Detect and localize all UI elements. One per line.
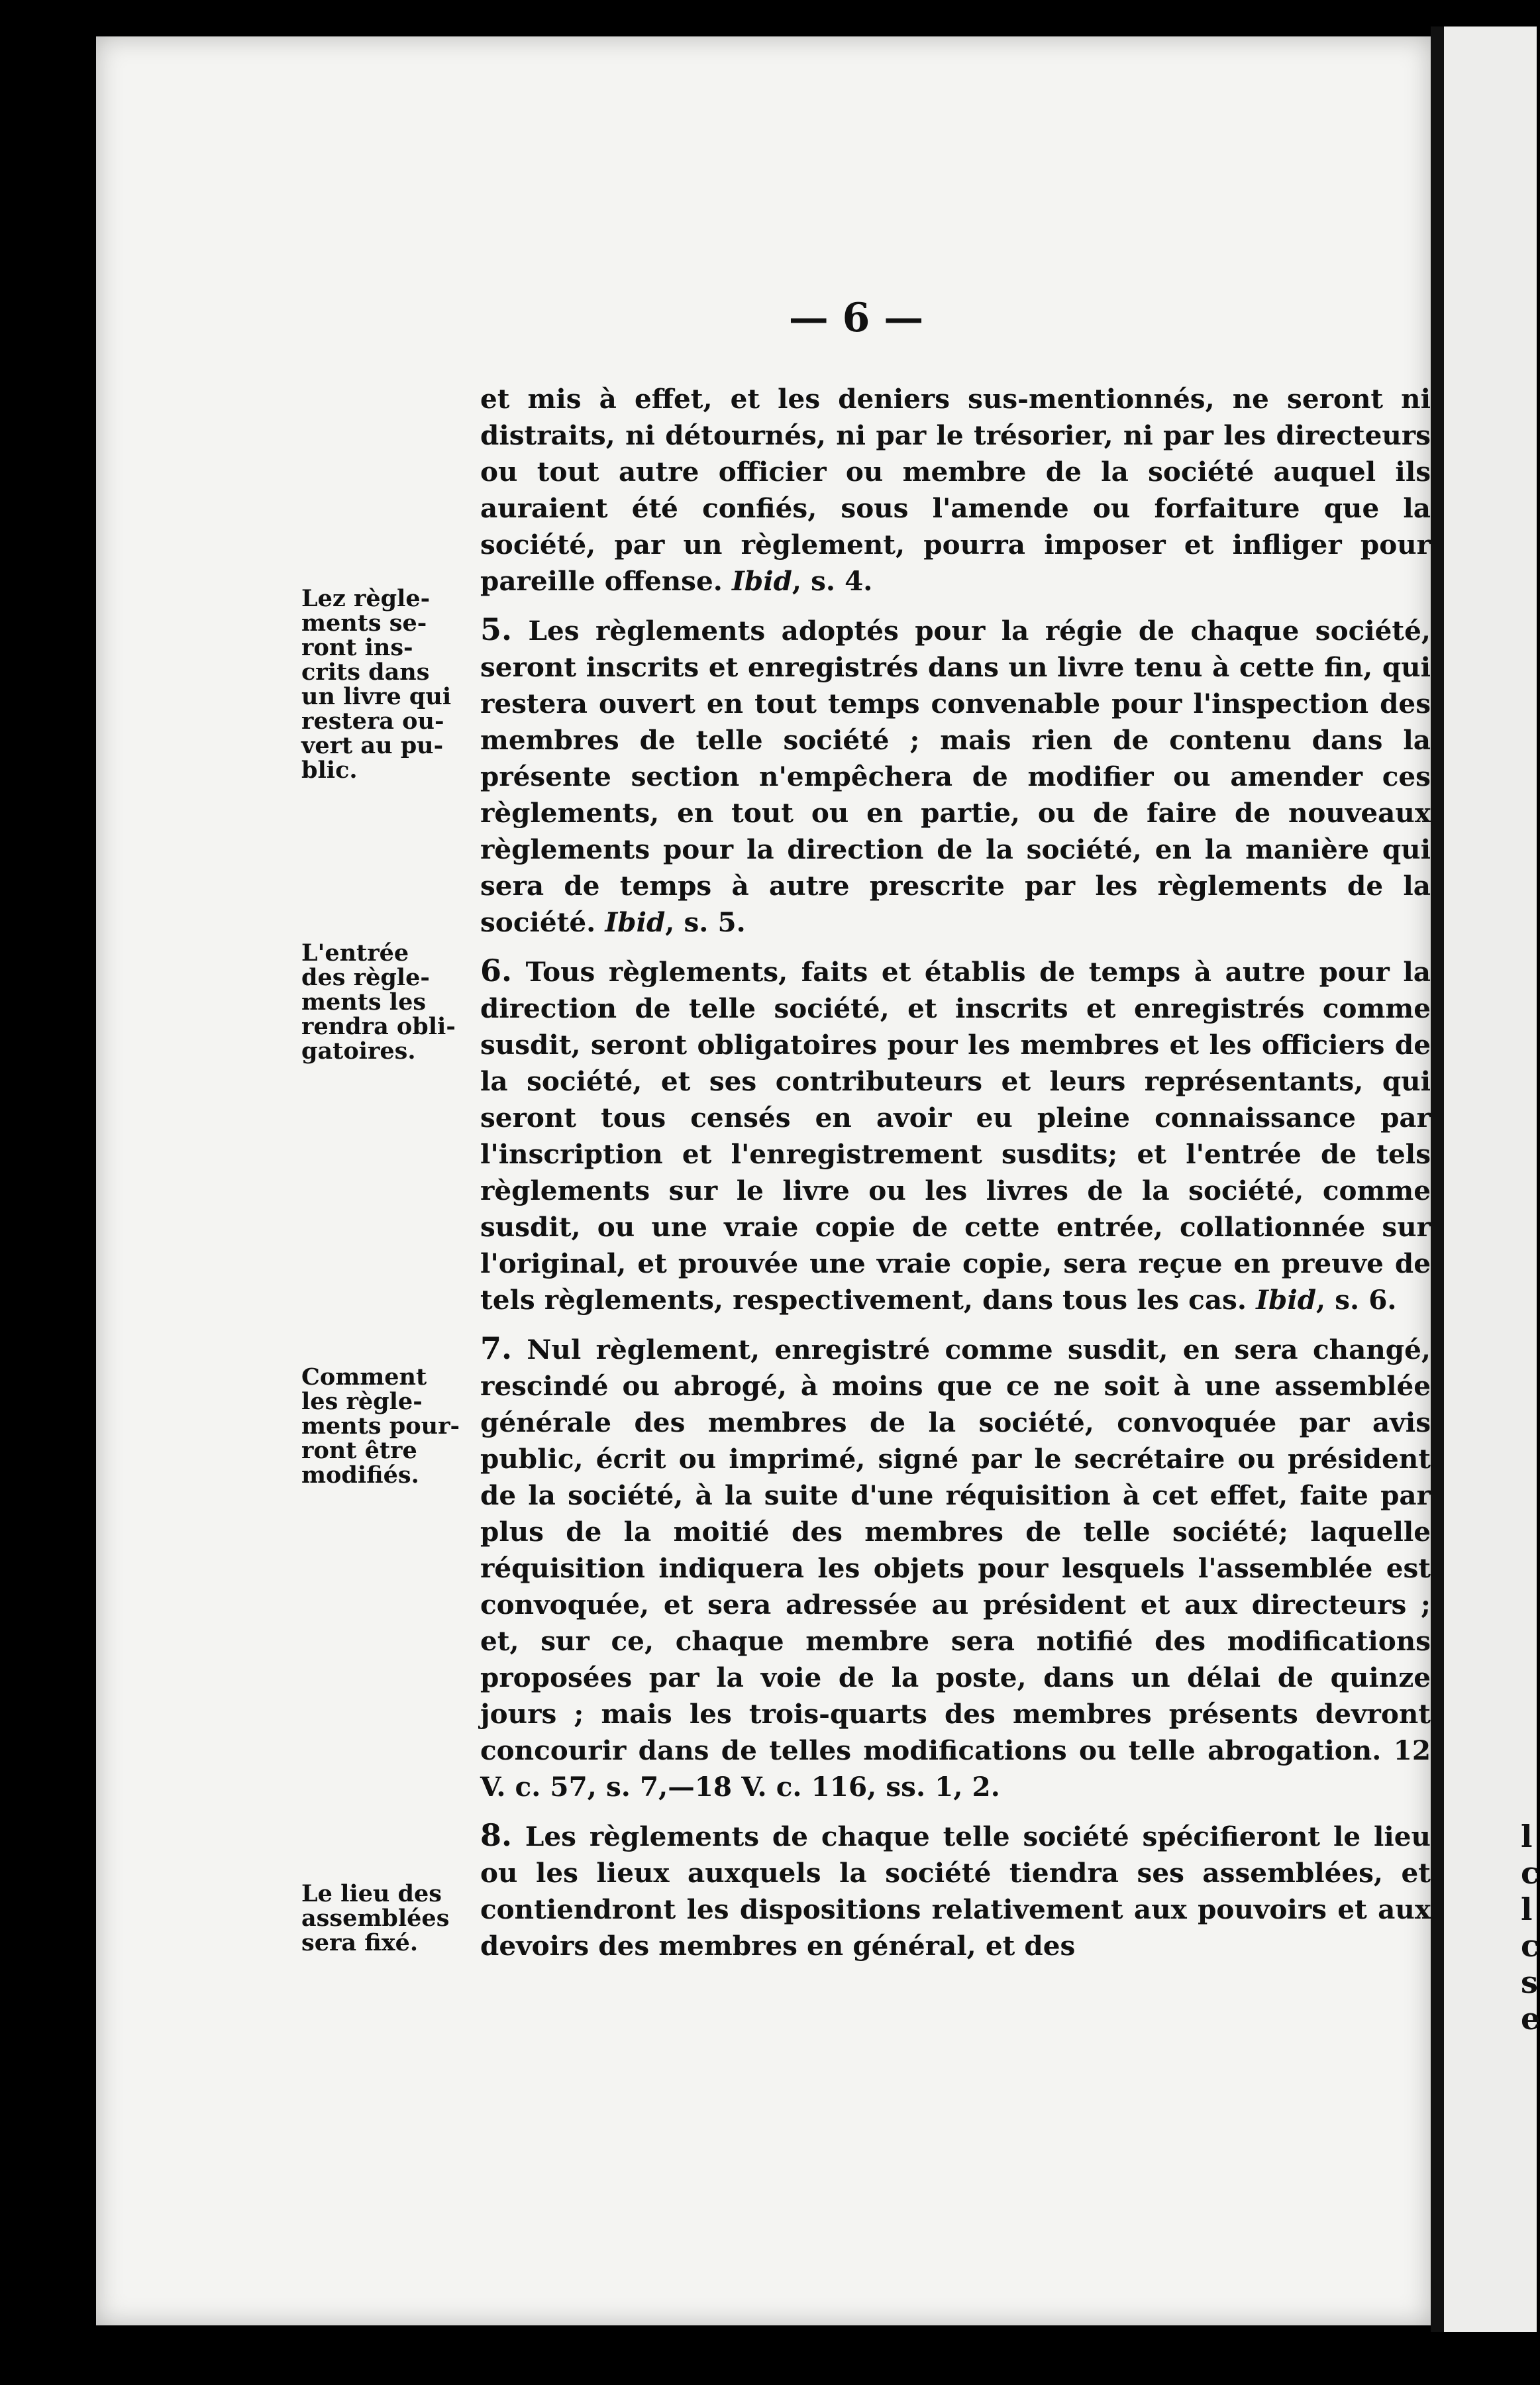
book-page xyxy=(96,36,1431,2325)
page-number: — 6 — xyxy=(788,295,924,341)
section-number: 7. xyxy=(480,1330,513,1366)
paragraph-text: Tous règlements, faits et établis de temps à autre pour la direction de telle société, et inscrits et enregistrés comme susdit, seront obligatoires pour les membres et les officiers de la société, et ses contributeurs et leurs représentants, qui seront tous censés en avoir eu pleine connaissance par l'inscription et l'enregistrement susdits; et l'entrée de tels règlements sur le livre ou les livres de la société, comme susdit, ou une vraie copie de cette entrée, collationnée sur l'original, et prouvée une vraie copie, sera reçue en preuve de tels règlements, respectivement, dans tous les cas. xyxy=(480,956,1431,1316)
adjacent-page-letter: c xyxy=(1521,1855,1540,1891)
main-text-column xyxy=(480,381,1431,1964)
citation-ref: , s. 6. xyxy=(1316,1284,1397,1316)
adjacent-page-letter: c xyxy=(1521,1928,1540,1964)
citation-ref: , s. 5. xyxy=(665,906,746,938)
citation-ibid: Ibid xyxy=(605,906,666,938)
paragraph-section-6 xyxy=(480,953,1431,1318)
adjacent-page-letter: l xyxy=(1521,1891,1533,1927)
paragraph-text: et mis à effet, et les deniers sus-mentionnés, ne seront ni distraits, ni détournés, ni par le trésorier, ni par les directeurs ou tout autre officier ou membre de la société auquel ils auraient été confiés, sous l'amende ou forfaiture que la société, par un règlement, pourra imposer et infliger pour pareille offense. xyxy=(480,383,1431,597)
paragraph-section-7 xyxy=(480,1330,1431,1805)
paragraph-continuation xyxy=(480,381,1431,600)
citation-ibid: Ibid xyxy=(731,565,792,597)
margin-note-section-5: Lez règle- ments se- ront ins- crits dans un livre qui restera ou- vert au pu- blic. xyxy=(301,585,452,784)
section-number: 8. xyxy=(480,1817,513,1853)
page-gutter xyxy=(1431,26,1444,2332)
margin-note-section-8: Le lieu des assemblées sera fixé. xyxy=(301,1880,450,1956)
adjacent-page-letter: l xyxy=(1521,1819,1533,1854)
paragraph-section-5 xyxy=(480,611,1431,941)
paragraph-section-8 xyxy=(480,1817,1431,1964)
adjacent-page-letter: s xyxy=(1521,1964,1538,2000)
citation-ref: , s. 4. xyxy=(792,565,873,597)
paragraph-text: Nul règlement, enregistré comme susdit, en sera changé, rescindé ou abrogé, à moins que ce ne soit à une assemblée générale des membres de la société, convoquée par avis public, écrit ou imprimé, signé par le secrétaire ou président de la société, à la suite d'une réquisition à cet effet, faite par plus de la moitié des membres de telle société; laquelle réquisition indiquera les objets pour lesquels l'assemblée est convoquée, et sera adressée au président et aux directeurs ; et, sur ce, chaque membre sera notifié des modifications proposées par la voie de la poste, dans un délai de quinze jours ; mais les trois-quarts des membres présents devront concourir dans de telles modifications ou telle abrogation. 12 V. c. 57, s. 7,—18 V. c. 116, ss. 1, 2. xyxy=(480,1334,1431,1803)
adjacent-page-letter: e xyxy=(1521,2001,1540,2037)
citation-ibid: Ibid xyxy=(1256,1284,1317,1316)
section-number: 5. xyxy=(480,611,513,647)
paragraph-text: Les règlements de chaque telle société spécifieront le lieu ou les lieux auxquels la société tiendra ses assemblées, et contiendront les dispositions relativement aux pouvoirs et aux devoirs des membres en général, et des xyxy=(480,1821,1431,1962)
margin-note-section-6: L'entrée des règle- ments les rendra obli- gatoires. xyxy=(301,939,456,1065)
margin-note-section-7: Comment les règle- ments pour- ront être modifiés. xyxy=(301,1363,460,1489)
section-number: 6. xyxy=(480,953,513,988)
paragraph-text: Les règlements adoptés pour la régie de chaque société, seront inscrits et enregistrés dans un livre tenu à cette fin, qui restera ouvert en tout temps convenable pour l'inspection des membres de telle société ; mais rien de contenu dans la présente section n'empêchera de modifier ou amender ces règlements, en tout ou en partie, ou de faire de nouveaux règlements pour la direction de la société, en la manière qui sera de temps à autre prescrite par les règlements de la société. xyxy=(480,615,1431,938)
